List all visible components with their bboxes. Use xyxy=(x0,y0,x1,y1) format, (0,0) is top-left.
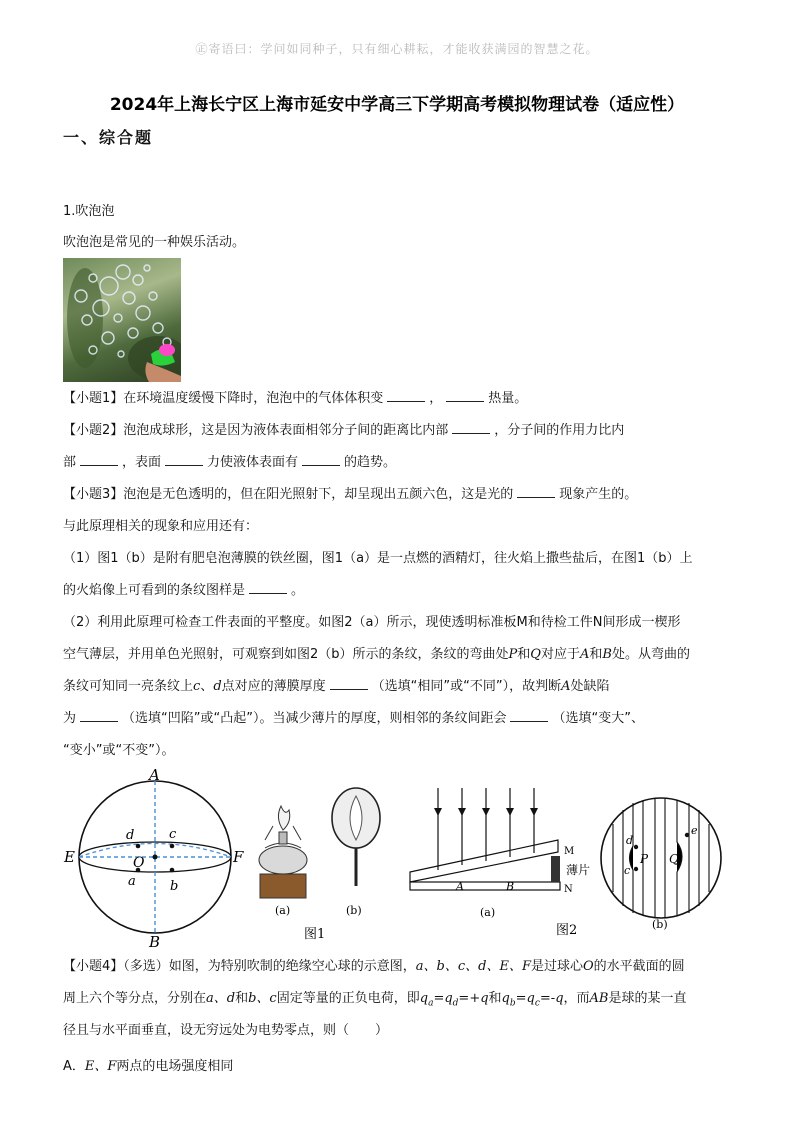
label-F: F xyxy=(233,848,244,866)
label-shim: 薄片 xyxy=(566,863,591,877)
label-A: A xyxy=(149,768,160,784)
fig2-b-label: (b) xyxy=(652,918,668,931)
answer-blank[interactable] xyxy=(452,422,490,434)
section-heading: 一、综合题 xyxy=(63,128,154,147)
label-Q: Q xyxy=(669,852,679,866)
label-wedge-B: B xyxy=(506,880,515,893)
label-a: a xyxy=(128,874,136,889)
label-B: B xyxy=(149,933,161,950)
question-heading: 1.吹泡泡 xyxy=(63,204,115,219)
sub-question-4-cont: 径且与水平面垂直，设无穷远处为电势零点，则（ ） xyxy=(63,1023,389,1038)
motto: ㊣寄语曰：学问如同种子，只有细心耕耘，才能收获满园的智慧之花。 xyxy=(195,42,599,56)
label-fringe-e: e xyxy=(691,824,698,837)
label-M: M xyxy=(564,846,575,857)
fig2-caption: 图2 xyxy=(556,923,578,938)
sphere-diagram xyxy=(63,768,244,950)
sub-question-2-cont: 部 ，表面 力使液体表面有 的趋势。 xyxy=(63,455,397,470)
answer-blank[interactable] xyxy=(517,486,555,498)
alcohol-lamp-diagram xyxy=(259,806,307,917)
label-fringe-c: c xyxy=(624,864,631,877)
answer-blank[interactable] xyxy=(249,582,287,594)
answer-blank[interactable] xyxy=(387,390,425,402)
sub-question-2: 【小题2】泡泡成球形，这是因为液体表面相邻分子间的距离比内部 ，分子间的作用力比内 xyxy=(63,423,625,438)
fig2-a-label: (a) xyxy=(480,906,496,919)
wire-ring-diagram xyxy=(332,788,380,917)
fig1-caption: 图1 xyxy=(304,927,326,942)
wedge-diagram xyxy=(410,788,590,919)
answer-blank[interactable] xyxy=(510,710,548,722)
label-P: P xyxy=(640,852,649,866)
fig1-b-label: (b) xyxy=(346,904,362,917)
sub-question-4: 【小题4】（多选）如图，为特别吹制的绝缘空心球的示意图，a、b、c、d、E、F是过球心O的水平截面的圆 xyxy=(63,959,685,974)
page-title: 2024年上海长宁区上海市延安中学高三下学期高考模拟物理试卷（适应性） xyxy=(109,95,685,115)
bubble-illustration xyxy=(63,258,181,382)
fringe-diagram xyxy=(601,798,721,931)
label-wedge-A: A xyxy=(456,880,464,893)
answer-blank[interactable] xyxy=(330,678,368,690)
sub-question-1: 【小题1】在环境温度缓慢下降时，泡泡中的气体体积变 ， 热量。 xyxy=(63,391,528,406)
sub-question-3: 【小题3】泡泡是无色透明的，但在阳光照射下，却呈现出五颜六色，这是光的 现象产生的。 xyxy=(63,487,638,502)
label-N: N xyxy=(564,884,573,895)
label-O: O xyxy=(133,855,145,871)
option-A[interactable]: A．E、F两点的电场强度相同 xyxy=(63,1059,234,1074)
fig1-a-label: (a) xyxy=(275,904,291,917)
part-2-cont: “变小”或“不变”）。 xyxy=(63,743,175,758)
sub-question-4-cont: 周上六个等分点，分别在a、d和b、c固定等量的正负电荷，即$q_a=q_d=+q$和$q_b=q_c=-q$，而AB是球的某一直 xyxy=(63,991,687,1009)
label-fringe-d: d xyxy=(626,834,634,847)
answer-blank[interactable] xyxy=(165,454,203,466)
answer-blank[interactable] xyxy=(80,710,118,722)
related-intro: 与此原理相关的现象和应用还有： xyxy=(63,519,259,534)
part-1-cont: 的火焰像上可看到的条纹图样是 。 xyxy=(63,583,305,598)
label-b: b xyxy=(170,879,179,894)
answer-blank[interactable] xyxy=(302,454,340,466)
label-d: d xyxy=(126,828,135,843)
label-E: E xyxy=(64,848,75,866)
intro-text: 吹泡泡是常见的一种娱乐活动。 xyxy=(63,235,246,250)
part-2-cont: 为 （选填“凹陷”或“凸起”）。当减少薄片的厚度，则相邻的条纹间距会 （选填“变大”、 xyxy=(63,711,644,726)
bubble-photo xyxy=(63,258,181,382)
answer-blank[interactable] xyxy=(80,454,118,466)
part-2-cont: 空气薄层，并用单色光照射，可观察到如图2（b）所示的条纹，条纹的弯曲处P和Q对应于A和B处。从弯曲的 xyxy=(63,647,690,662)
part-2-cont: 条纹可知同一亮条纹上c、d点对应的薄膜厚度 （选填“相同”或“不同”），故判断A处缺陷 xyxy=(63,679,610,694)
part-2: （2）利用此原理可检查工件表面的平整度。如图2（a）所示，现使透明标准板M和待检工件N间形成一楔形 xyxy=(63,615,681,630)
label-c: c xyxy=(169,827,177,842)
answer-blank[interactable] xyxy=(446,390,484,402)
part-1: （1）图1（b）是附有肥皂泡薄膜的铁丝圈，图1（a）是一点燃的酒精灯，往火焰上撒些盐后，在图1（b）上 xyxy=(63,551,693,566)
figure-panel xyxy=(60,768,740,950)
